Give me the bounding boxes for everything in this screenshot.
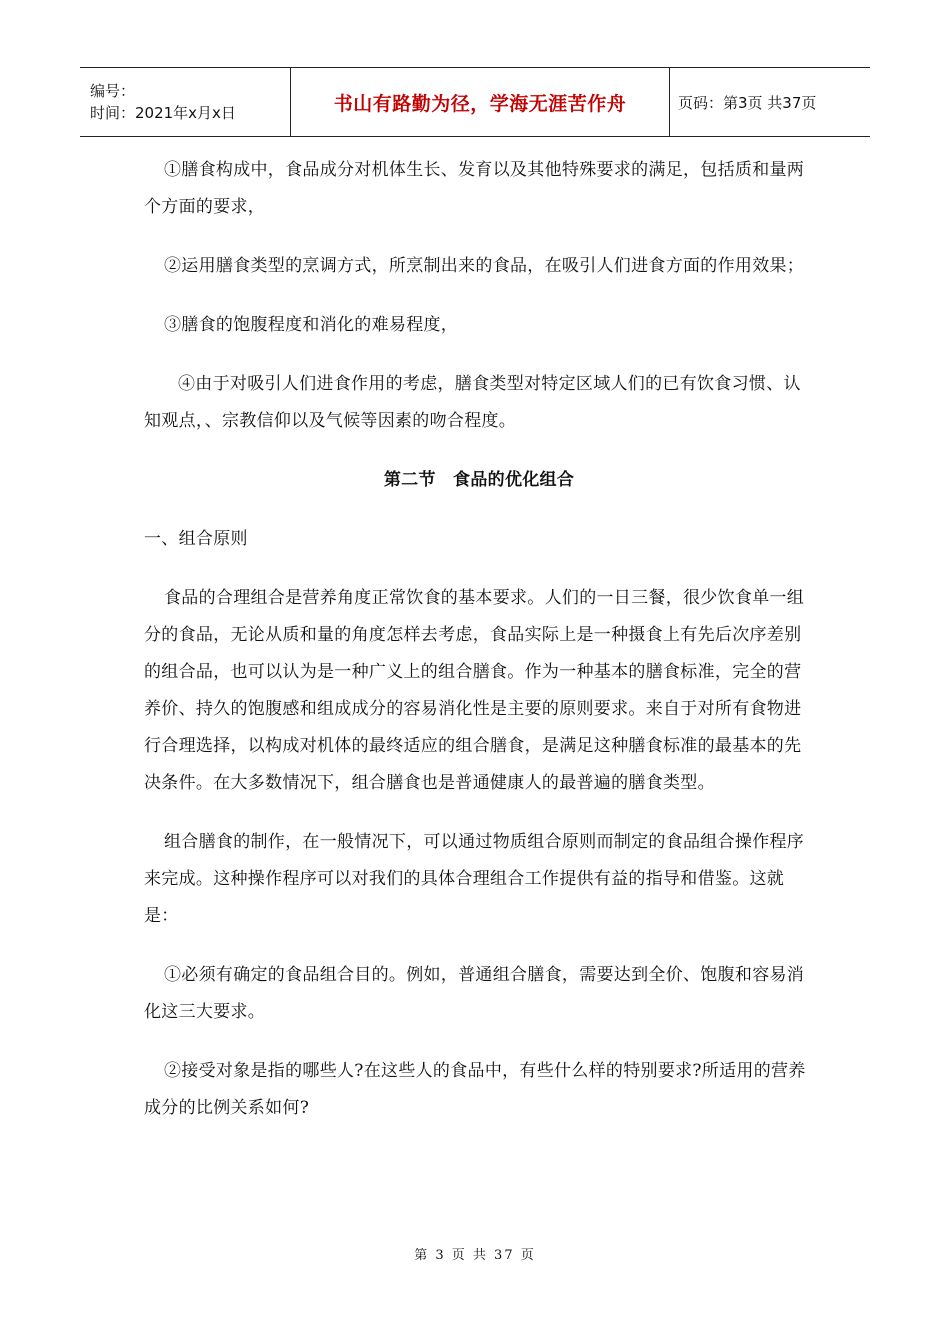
paragraph-1: 食品的合理组合是营养角度正常饮食的基本要求。人们的一日三餐，很少饮食单一组分的食品，无论从质和量的角度怎样去考虑，食品实际上是一种摄食上有先后次序差别的组合品，也可以认为是一种广义上的组合膳食。作为一种基本的膳食标准，完全的营养价、持久的饱腹感和组成成分的容易消化性是主要的原则要求。来自于对所有食物进行合理选择，以构成对机体的最终适应的组合膳食，是满足这种膳食标准的最基本的先决条件。在大多数情况下，组合膳食也是普通健康人的最普遍的膳食类型。 bbox=[144, 588, 805, 793]
section-title: 第二节 食品的优化组合 bbox=[383, 470, 575, 490]
page-header bbox=[80, 67, 870, 137]
list-item-6: ②接受对象是指的哪些人?在这些人的食品中，有些什么样的特别要求?所适用的营养成分的比例关系如何? bbox=[144, 1061, 806, 1118]
list-item-5: ①必须有确定的食品组合目的。例如，普通组合膳食，需要达到全价、饱腹和容易消化这三大要求。 bbox=[144, 965, 805, 1022]
list-item-3: ③膳食的饱腹程度和消化的难易程度， bbox=[164, 315, 459, 335]
paragraph-2: 组合膳食的制作，在一般情况下，可以通过物质组合原则而制定的食品组合操作程序来完成。这种操作程序可以对我们的具体合理组合工作提供有益的指导和借鉴。这就是： bbox=[144, 832, 805, 926]
header-page-info bbox=[670, 68, 870, 136]
document-body bbox=[144, 152, 814, 1127]
header-meta bbox=[80, 68, 291, 136]
page-number-label: 页码：第3页 共37页 bbox=[678, 93, 817, 112]
header-motto bbox=[291, 68, 670, 136]
motto-text: 书山有路勤为径，学海无涯苦作舟 bbox=[333, 92, 627, 115]
page-footer: 第 3 页 共 37 页 bbox=[414, 1248, 536, 1263]
list-item-4: ④由于对吸引人们进食作用的考虑，膳食类型对特定区域人们的已有饮食习惯、认知观点，、宗教信仰以及气候等因素的吻合程度。 bbox=[144, 374, 801, 431]
list-item-1: ①膳食构成中，食品成分对机体生长、发育以及其他特殊要求的满足，包括质和量两个方面的要求， bbox=[144, 160, 805, 217]
document-number-label: 编号： bbox=[90, 82, 136, 100]
list-item-2: ②运用膳食类型的烹调方式，所烹制出来的食品，在吸引人们进食方面的作用效果； bbox=[164, 256, 805, 276]
document-date-label: 时间：2021年x月x日 bbox=[90, 104, 236, 122]
subheading: 一、组合原则 bbox=[144, 529, 248, 549]
